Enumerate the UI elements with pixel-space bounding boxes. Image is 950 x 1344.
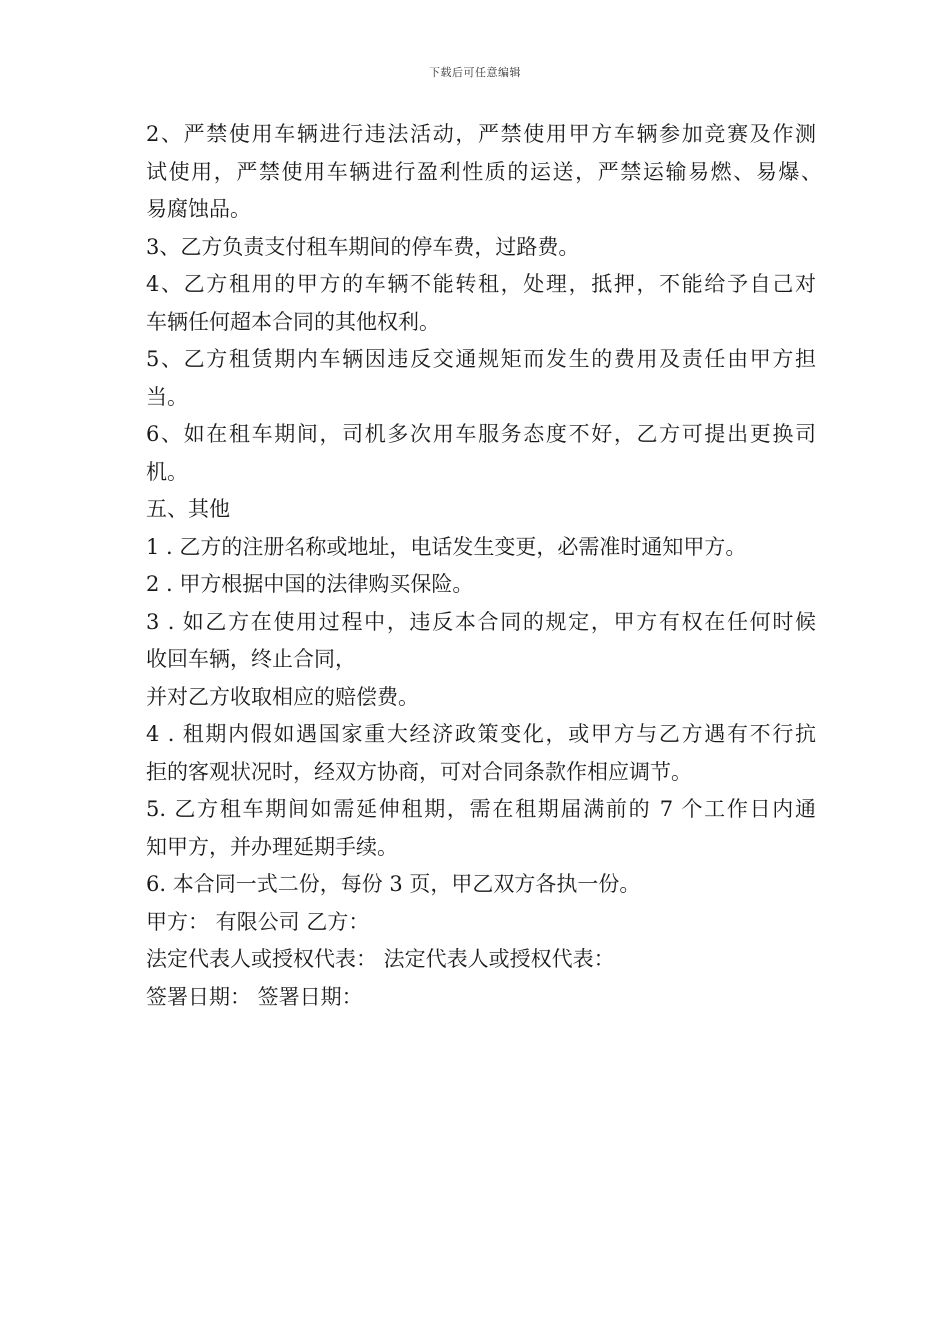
signature-party-line: 甲方： 有限公司 乙方： <box>146 909 370 934</box>
paragraph-line: 5、乙方租赁期内车辆因违反交通规矩而发生的费用及责任由甲方担 <box>146 347 816 371</box>
paragraph-line: 当。 <box>146 384 188 409</box>
paragraph-line: 并对乙方收取相应的赔偿费。 <box>146 684 419 709</box>
paragraph-line: 试使用，严禁使用车辆进行盈利性质的运送，严禁运输易燃、易爆、 <box>146 159 822 184</box>
paragraph-line: 2 . 甲方根据中国的法律购买保险。 <box>146 572 474 596</box>
paragraph-line: 5. 乙方租车期间如需延伸租期，需在租期届满前的 7 个工作日内通 <box>146 797 816 821</box>
paragraph-line: 收回车辆，终止合同， <box>146 647 356 671</box>
paragraph-line: 4 . 租期内假如遇国家重大经济政策变化，或甲方与乙方遇有不行抗 <box>146 722 816 746</box>
page-header: 下载后可任意编辑 <box>429 66 521 79</box>
signature-date-line: 签署日期： 签署日期： <box>146 984 363 1009</box>
document-body <box>146 116 822 1016</box>
signature-representative-line: 法定代表人或授权代表： 法定代表人或授权代表： <box>146 947 615 971</box>
paragraph-line: 拒的客观状况时，经双方协商，可对合同条款作相应调节。 <box>146 759 692 784</box>
paragraph-line: 1 . 乙方的注册名称或地址，电话发生变更，必需准时通知甲方。 <box>146 534 747 559</box>
section-heading: 五、其他 <box>146 497 230 521</box>
paragraph-line: 车辆任何超本合同的其他权利。 <box>146 309 440 334</box>
paragraph-line: 3、乙方负责支付租车期间的停车费，过路费。 <box>146 234 580 259</box>
paragraph-line: 3 . 如乙方在使用过程中，违反本合同的规定，甲方有权在任何时候 <box>146 609 816 634</box>
paragraph-line: 6、如在租车期间，司机多次用车服务态度不好，乙方可提出更换司 <box>146 422 816 446</box>
paragraph-line: 4、乙方租用的甲方的车辆不能转租，处理，抵押，不能给予自己对 <box>146 272 816 296</box>
paragraph-line: 知甲方，并办理延期手续。 <box>146 834 398 859</box>
paragraph-line: 6. 本合同一式二份，每份 3 页，甲乙双方各执一份。 <box>146 872 641 896</box>
paragraph-line: 易腐蚀品。 <box>146 197 251 221</box>
paragraph-line: 机。 <box>146 459 188 484</box>
paragraph-line: 2、严禁使用车辆进行违法活动，严禁使用甲方车辆参加竞赛及作测 <box>146 122 816 146</box>
